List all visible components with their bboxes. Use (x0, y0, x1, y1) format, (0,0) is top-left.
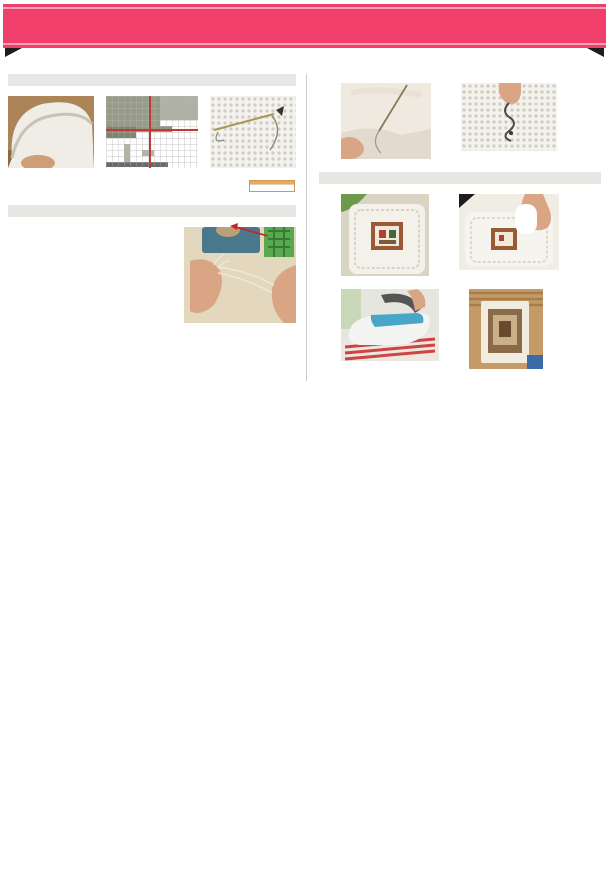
tension-figure-row (341, 83, 601, 163)
right-column (306, 74, 601, 381)
figure-first-stitch (210, 96, 296, 172)
figure-thread-secure (461, 83, 557, 163)
figure-fabric-center (8, 96, 94, 172)
full-stitch-table-header (250, 184, 294, 191)
aida-needle-photo (210, 96, 296, 168)
stitch-step2-text (8, 180, 162, 187)
roll-towel-photo (459, 194, 559, 270)
full-stitch-table (249, 180, 295, 192)
heading-stitch-instruction (8, 74, 296, 86)
iron-figure-row (341, 289, 601, 373)
figure-even-strength (341, 83, 431, 163)
figure-symbol-graph (170, 180, 296, 196)
dry-flat-photo (469, 289, 543, 369)
wash-figure-row (341, 194, 601, 280)
fabric-fold-photo (8, 96, 94, 168)
chart-red-cross-image (106, 96, 198, 168)
steam-iron-photo (341, 289, 439, 361)
ribbon-fold-right-icon (587, 48, 604, 57)
symbol-graph-visual (170, 180, 296, 192)
figure-roll-towel (459, 194, 559, 280)
symbol-graph-grid (170, 180, 244, 192)
heading-clean-care (319, 172, 601, 184)
thread-secure-photo (461, 83, 557, 151)
stitch-figure-row (8, 96, 296, 172)
banner-title (3, 4, 606, 11)
ribbon-fold-left-icon (5, 48, 22, 57)
figure-dry-flat (469, 289, 543, 373)
ribbon-band (3, 4, 606, 48)
even-strength-photo (341, 83, 431, 159)
figure-lay-towel (341, 194, 429, 280)
content-columns (0, 74, 609, 381)
figure-steam-iron (341, 289, 439, 373)
step2-block (8, 180, 296, 196)
note1-text (8, 227, 176, 318)
heading-notes (8, 205, 296, 217)
drawing-floss-photo (184, 227, 296, 323)
figure-graph-center (106, 96, 198, 172)
ribbon-banner (0, 0, 609, 58)
note1-block (8, 227, 296, 327)
figure-drawing-floss (184, 227, 296, 327)
floss-chart-row (24, 336, 296, 340)
lay-towel-photo (341, 194, 429, 276)
left-column (8, 74, 296, 381)
